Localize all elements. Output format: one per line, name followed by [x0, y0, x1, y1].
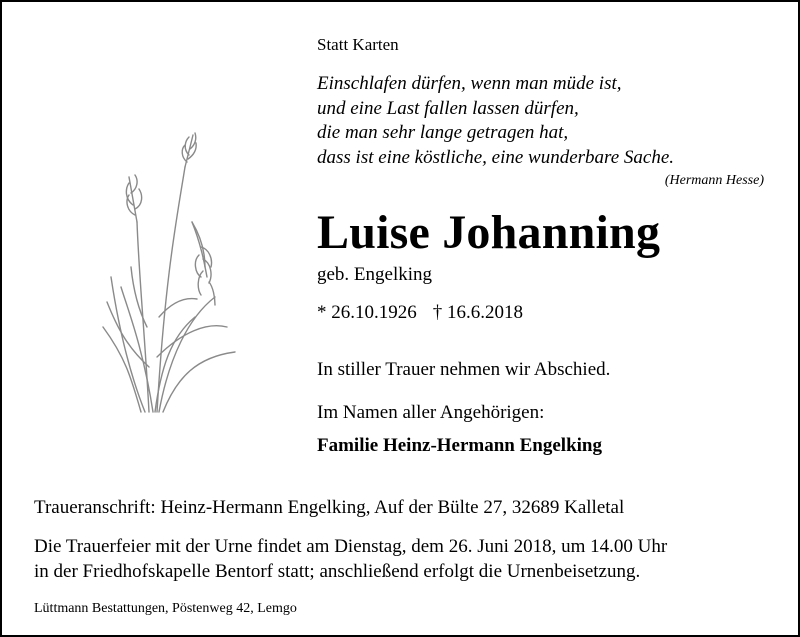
poem-line: Einschlafen dürfen, wenn man müde ist,	[317, 73, 622, 94]
poem-line: die man sehr lange getragen hat,	[317, 122, 569, 143]
poem-line: dass ist eine köstliche, eine wunderbare Sache.	[317, 146, 675, 168]
ceremony-details	[34, 534, 667, 584]
farewell-text: In stiller Trauer nehmen wir Abschied.	[317, 359, 611, 380]
ceremony-line: Die Trauerfeier mit der Urne findet am Dienstag, dem 26. Juni 2018, um 14.00 Uhr	[34, 536, 668, 557]
poem-line: und eine Last fallen lassen dürfen,	[317, 97, 579, 119]
maiden-name: geb. Engelking	[317, 264, 433, 285]
birth-date: * 26.10.1926	[317, 302, 417, 323]
header-text: Statt Karten	[317, 35, 399, 54]
undertaker-info: Lüttmann Bestattungen, Pöstenweg 42, Lemgo	[34, 601, 297, 616]
death-date: † 16.6.2018	[432, 302, 523, 323]
family-name: Familie Heinz-Hermann Engelking	[317, 435, 602, 456]
poem	[317, 72, 674, 170]
on-behalf-text: Im Namen aller Angehörigen:	[317, 402, 545, 423]
deceased-name: Luise Johanning	[317, 206, 661, 259]
wheat-ears-icon	[97, 127, 247, 417]
life-dates	[317, 302, 523, 324]
poem-author: (Hermann Hesse)	[664, 173, 764, 188]
ceremony-line: in der Friedhofskapelle Bentorf statt; anschließend erfolgt die Urnenbeisetzung.	[34, 561, 641, 582]
mourning-address: Traueranschrift: Heinz-Hermann Engelking, Auf der Bülte 27, 32689 Kalletal	[34, 497, 625, 518]
